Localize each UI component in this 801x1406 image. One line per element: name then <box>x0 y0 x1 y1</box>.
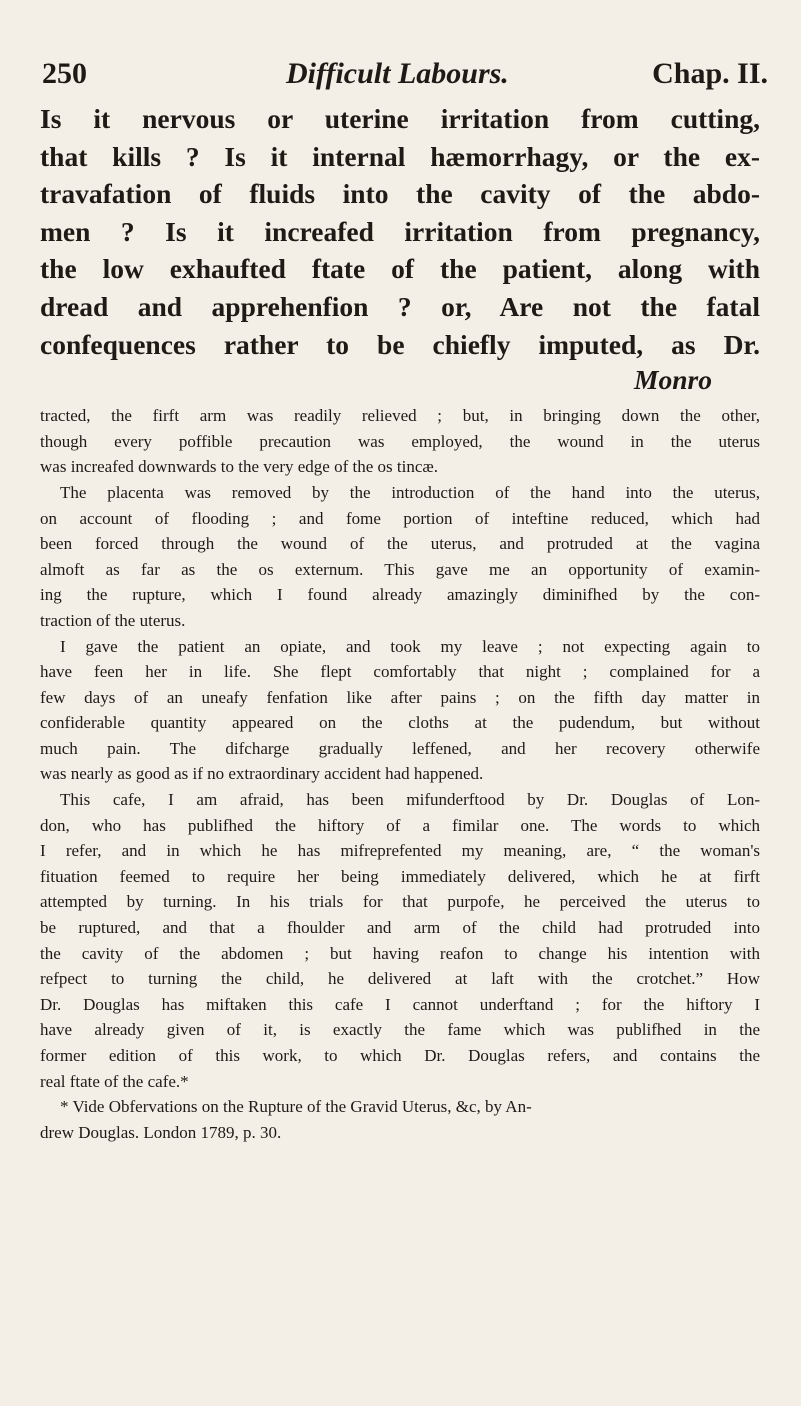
text-line: refpect to turning the child, he delivered at laft with the crotchet.” How <box>40 969 760 989</box>
footnote-line: drew Douglas. London 1789, p. 30. <box>40 1122 282 1142</box>
footnote-line: * Vide Obfervations on the Rupture of the Gravid Uterus, &c, by An- <box>60 1097 532 1117</box>
text-line: men ? Is it increafed irritation from pregnancy, <box>40 215 760 247</box>
footnote <box>40 1094 760 1145</box>
text-line: ing the rupture, which I found already amazingly diminifhed by the con- <box>40 585 760 605</box>
text-line: confequences rather to be chiefly imputed, as Dr. <box>40 328 760 360</box>
text-line: attempted by turning. In his trials for that purpofe, he perceived the uterus to <box>40 892 760 912</box>
text-line: was nearly as good as if no extraordinary accident had happened. <box>40 764 484 784</box>
running-title: Difficult Labours. <box>286 57 509 90</box>
text-line: Dr. Douglas has miftaken this cafe I cannot underftand ; for the hiftory I <box>40 994 760 1014</box>
case-narrative <box>40 403 760 1094</box>
text-line: I gave the patient an opiate, and took my leave ; not expecting again to <box>60 636 760 656</box>
text-line: confiderable quantity appeared on the cloths at the pudendum, but without <box>40 713 760 733</box>
chapter-label: Chap. II. <box>652 57 768 90</box>
catchword: Monro <box>634 364 712 396</box>
text-line: former edition of this work, to which Dr. Douglas refers, and contains the <box>40 1046 760 1065</box>
text-line: the low exhaufted ftate of the patient, along with <box>40 253 760 285</box>
text-line: The placenta was removed by the introduction of the hand into the uterus, <box>60 482 760 502</box>
body-text <box>40 100 760 1145</box>
page-number: 250 <box>42 57 87 90</box>
text-line: few days of an uneafy fenfation like after pains ; on the fifth day matter in <box>40 687 760 707</box>
text-line: on account of flooding ; and fome portion of inteftine reduced, which had <box>40 508 760 528</box>
text-line: tracted, the firft arm was readily relieved ; but, in bringing down the other, <box>40 406 760 426</box>
text-line: dread and apprehenfion ? or, Are not the fatal <box>40 290 760 322</box>
text-line: don, who has publifhed the hiftory of a fimilar one. The words to which <box>40 815 760 835</box>
text-line: have feen her in life. She flept comfortably that night ; complained for a <box>40 662 760 682</box>
running-header <box>42 54 768 94</box>
text-line: was increafed downwards to the very edge of the os tincæ. <box>40 457 438 477</box>
text-line: This cafe, I am afraid, has been mifunderftood by Dr. Douglas of Lon- <box>60 790 760 810</box>
text-line: that kills ? Is it internal hæmorrhagy, or the ex- <box>40 140 760 172</box>
text-line: travafation of fluids into the cavity of the abdo- <box>40 178 760 210</box>
text-line: Is it nervous or uterine irritation from cutting, <box>40 103 760 134</box>
text-line: be ruptured, and that a fhoulder and arm of the child had protruded into <box>40 918 760 938</box>
text-line: the cavity of the abdomen ; but having reafon to change his intention with <box>40 943 760 963</box>
main-paragraph <box>40 100 760 363</box>
text-line: I refer, and in which he has mifreprefented my meaning, are, “ the woman's <box>40 841 760 861</box>
text-line: have already given of it, is exactly the fame which was publifhed in the <box>40 1020 760 1040</box>
text-line: much pain. The difcharge gradually leffened, and her recovery otherwife <box>40 738 760 758</box>
text-line: traction of the uterus. <box>40 610 186 630</box>
text-line: real ftate of the cafe.* <box>40 1071 189 1091</box>
text-line: been forced through the wound of the uterus, and protruded at the vagina <box>40 534 760 554</box>
text-line: though every poffible precaution was employed, the wound in the uterus <box>40 431 760 451</box>
text-line: fituation feemed to require her being immediately delivered, which he at firft <box>40 866 760 886</box>
text-line: almoft as far as the os externum. This gave me an opportunity of examin- <box>40 559 760 579</box>
